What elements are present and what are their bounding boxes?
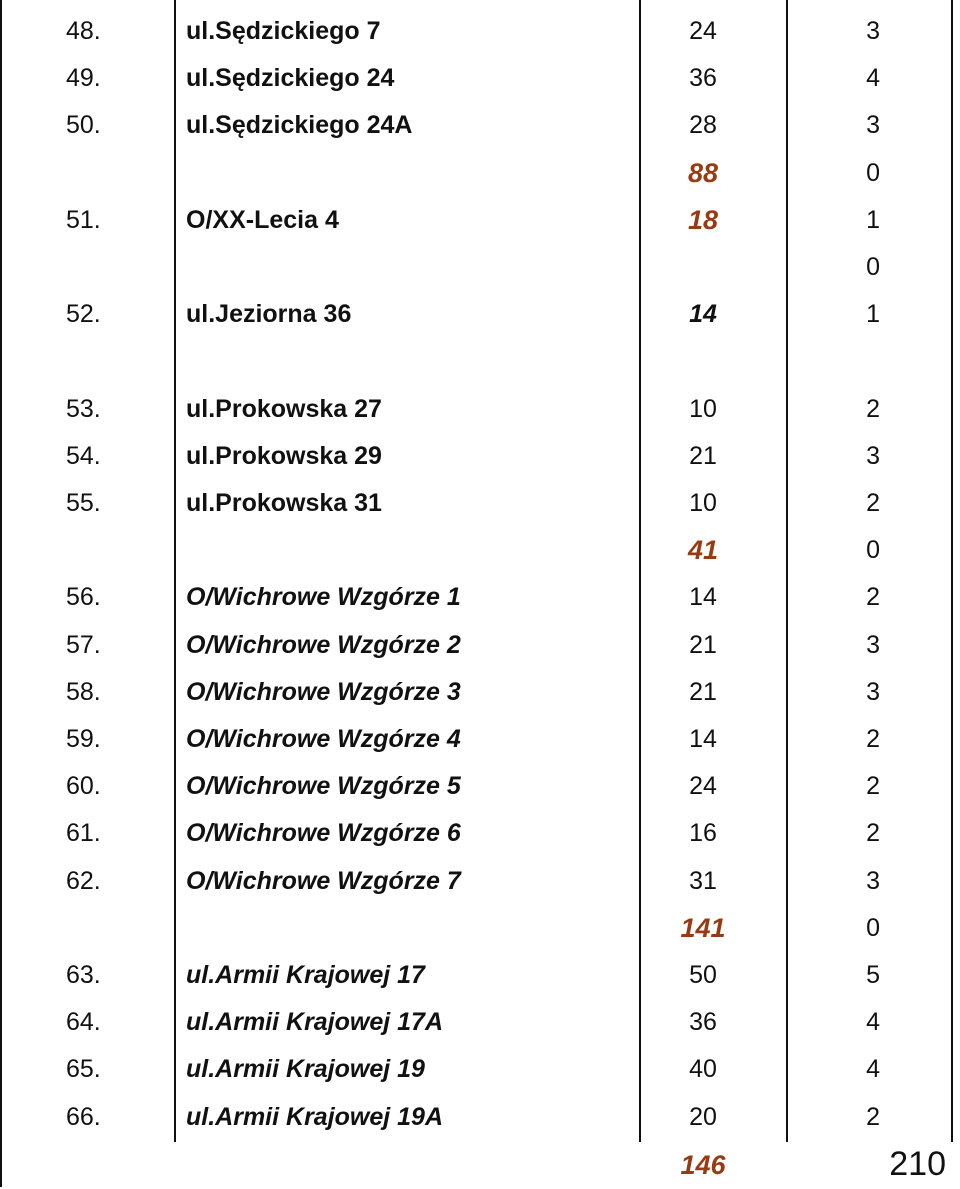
row-number: 61. (66, 819, 101, 848)
table-row (0, 1094, 960, 1141)
table-row (0, 433, 960, 480)
row-value: 50 (689, 961, 717, 989)
row-address: ul.Armii Krajowej 17 (186, 961, 425, 989)
table-row (0, 150, 960, 197)
row-number: 65. (66, 1055, 101, 1084)
table-row (0, 763, 960, 810)
row-address: ul.Jeziorna 36 (186, 300, 352, 329)
row-number: 54. (66, 441, 101, 470)
row-number: 58. (66, 677, 101, 706)
row-value: 20 (689, 1102, 717, 1131)
row-value (640, 244, 766, 291)
row-count: 1 (866, 300, 880, 329)
row-count: 2 (866, 772, 880, 801)
table-row (0, 810, 960, 857)
row-number: 66. (66, 1102, 101, 1131)
row-value: 31 (689, 866, 717, 895)
table-row (0, 999, 960, 1046)
row-count: 0 (866, 536, 880, 565)
row-number: 50. (66, 111, 101, 140)
row-address: ul.Prokowska 27 (186, 394, 382, 423)
row-value (640, 338, 766, 385)
row-number: 56. (66, 583, 101, 612)
row-count: 2 (866, 819, 880, 848)
row-value: 16 (689, 819, 717, 848)
table-row (0, 386, 960, 433)
row-count: 0 (866, 913, 880, 942)
row-value: 10 (689, 394, 717, 423)
table-row (0, 338, 960, 385)
table-row (0, 527, 960, 574)
row-count: 2 (866, 1102, 880, 1131)
row-number: 55. (66, 489, 101, 517)
row-value: 14 (689, 300, 717, 329)
row-address: ul.Sędzickiego 7 (186, 17, 381, 45)
row-count: 4 (866, 1008, 880, 1037)
row-number: 64. (66, 1008, 101, 1037)
row-count: 2 (866, 394, 880, 423)
row-count: 2 (866, 583, 880, 612)
row-count: 3 (866, 630, 880, 659)
row-count: 4 (866, 1055, 880, 1084)
row-count: 0 (866, 158, 880, 187)
row-value: 10 (689, 489, 717, 517)
row-number: 59. (66, 725, 101, 753)
table-row (0, 716, 960, 763)
grand-total: 210 (889, 1145, 946, 1183)
row-number: 60. (66, 772, 101, 801)
row-address: O/Wichrowe Wzgórze 4 (186, 725, 461, 753)
row-number: 49. (66, 64, 101, 93)
row-count: 3 (866, 111, 880, 140)
row-address: O/Wichrowe Wzgórze 5 (186, 772, 461, 801)
row-count: 2 (866, 489, 880, 517)
table-row (0, 669, 960, 716)
row-value: 21 (689, 441, 717, 470)
row-value: 28 (689, 111, 717, 140)
row-value: 21 (689, 630, 717, 659)
row-address: O/Wichrowe Wzgórze 6 (186, 819, 461, 848)
table-row (0, 1046, 960, 1093)
row-count (800, 338, 880, 385)
table-row (0, 291, 960, 338)
row-address: ul.Prokowska 29 (186, 441, 382, 470)
table-row (0, 574, 960, 621)
row-number: 53. (66, 394, 101, 423)
row-number: 62. (66, 866, 101, 895)
row-address: ul.Sędzickiego 24A (186, 111, 413, 140)
row-count: 3 (866, 17, 880, 45)
row-count: 3 (866, 441, 880, 470)
row-count: 3 (866, 866, 880, 895)
row-value: 21 (689, 677, 717, 706)
row-number: 57. (66, 630, 101, 659)
row-address: ul.Armii Krajowej 19A (186, 1102, 444, 1131)
table-row (0, 622, 960, 669)
row-value: 24 (689, 17, 717, 45)
row-address: ul.Armii Krajowej 19 (186, 1055, 425, 1084)
row-value: 14 (689, 725, 717, 753)
row-count: 2 (866, 725, 880, 753)
row-count: 4 (866, 64, 880, 93)
table-row (0, 55, 960, 102)
table-row (0, 480, 960, 527)
row-address: O/Wichrowe Wzgórze 7 (186, 866, 461, 895)
row-value: 41 (687, 535, 719, 566)
table-row (0, 858, 960, 905)
row-count: 5 (866, 961, 880, 989)
footer-subtotal: 146 (680, 1150, 726, 1180)
row-count: 0 (866, 253, 880, 281)
table-row (0, 905, 960, 952)
row-number: 52. (66, 300, 101, 329)
table-row (0, 102, 960, 149)
row-value: 18 (687, 204, 719, 235)
row-address: ul.Armii Krajowej 17A (186, 1008, 444, 1037)
row-address: O/Wichrowe Wzgórze 3 (186, 677, 461, 706)
row-value: 24 (689, 772, 717, 801)
table-row (0, 197, 960, 244)
table-row (0, 952, 960, 999)
row-count: 1 (866, 205, 880, 234)
row-value: 88 (687, 157, 719, 188)
row-address: O/XX-Lecia 4 (186, 205, 339, 234)
row-number: 51. (66, 205, 101, 234)
row-number: 48. (66, 17, 101, 45)
row-address: ul.Prokowska 31 (186, 489, 382, 517)
table-row (0, 244, 960, 291)
row-value: 40 (689, 1055, 717, 1084)
row-address: ul.Sędzickiego 24 (186, 64, 395, 93)
row-value: 14 (689, 583, 717, 612)
row-address: O/Wichrowe Wzgórze 1 (186, 583, 461, 612)
row-address: O/Wichrowe Wzgórze 2 (186, 630, 461, 659)
table-row (0, 8, 960, 55)
row-number: 63. (66, 961, 101, 989)
row-count: 3 (866, 677, 880, 706)
row-value: 36 (689, 64, 717, 93)
row-value: 141 (680, 912, 726, 943)
row-value: 36 (689, 1008, 717, 1037)
footer-row (0, 1142, 960, 1189)
